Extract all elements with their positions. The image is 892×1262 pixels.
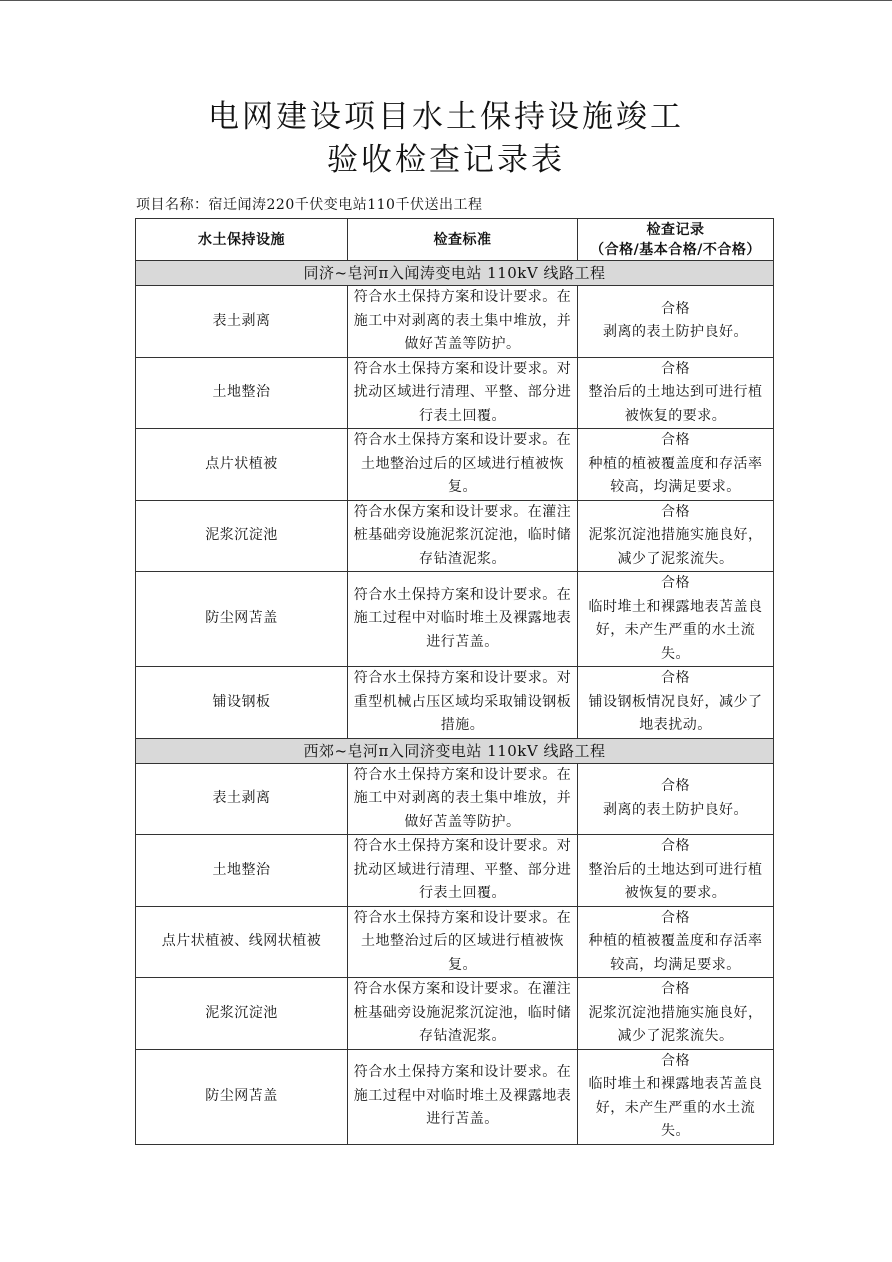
record-cell: 合格 剥离的表土防护良好。 bbox=[578, 286, 774, 358]
project-name: 项目名称：宿迁闻涛220千伏变电站110千伏送出工程 bbox=[136, 197, 483, 213]
facility-cell: 点片状植被、线网状植被 bbox=[136, 906, 348, 978]
table-row bbox=[136, 763, 774, 835]
record-cell: 合格 剥离的表土防护良好。 bbox=[578, 763, 774, 835]
standard-cell: 符合水土保持方案和设计要求。在施工过程中对临时堆土及裸露地表进行苫盖。 bbox=[348, 572, 578, 667]
section-title: 西郊~皂河π入同济变电站 110kV 线路工程 bbox=[136, 738, 774, 763]
record-cell: 合格 临时堆土和裸露地表苫盖良好，未产生严重的水土流失。 bbox=[578, 1049, 774, 1144]
facility-cell: 防尘网苫盖 bbox=[136, 572, 348, 667]
inspection-table bbox=[135, 218, 774, 1145]
standard-cell: 符合水土保持方案和设计要求。在施工过程中对临时堆土及裸露地表进行苫盖。 bbox=[348, 1049, 578, 1144]
record-cell: 合格 整治后的土地达到可进行植被恢复的要求。 bbox=[578, 357, 774, 429]
table-row bbox=[136, 1049, 774, 1144]
page-top-border bbox=[0, 0, 892, 1]
document-title-line2: 验收检查记录表 bbox=[327, 142, 565, 178]
facility-cell: 土地整治 bbox=[136, 357, 348, 429]
facility-cell: 防尘网苫盖 bbox=[136, 1049, 348, 1144]
record-cell: 合格 临时堆土和裸露地表苫盖良好，未产生严重的水土流失。 bbox=[578, 572, 774, 667]
table-row bbox=[136, 978, 774, 1050]
record-cell: 合格 铺设钢板情况良好，减少了地表扰动。 bbox=[578, 667, 774, 739]
standard-cell: 符合水土保持方案和设计要求。对扰动区域进行清理、平整、部分进行表土回覆。 bbox=[348, 835, 578, 907]
record-cell: 合格 种植的植被覆盖度和存活率较高，均满足要求。 bbox=[578, 906, 774, 978]
standard-cell: 符合水土保持方案和设计要求。在施工中对剥离的表土集中堆放，并做好苫盖等防护。 bbox=[348, 763, 578, 835]
standard-cell: 符合水土保持方案和设计要求。对重型机械占压区域均采取铺设钢板措施。 bbox=[348, 667, 578, 739]
document-title-line1: 电网建设项目水土保持设施竣工 bbox=[208, 99, 684, 135]
standard-cell: 符合水土保持方案和设计要求。对扰动区域进行清理、平整、部分进行表土回覆。 bbox=[348, 357, 578, 429]
facility-cell: 土地整治 bbox=[136, 835, 348, 907]
header-record-title: 检查记录 bbox=[646, 221, 705, 238]
standard-cell: 符合水保方案和设计要求。在灌注桩基础旁设施泥浆沉淀池，临时储存钻渣泥浆。 bbox=[348, 978, 578, 1050]
table-row bbox=[136, 286, 774, 358]
header-facility: 水土保持设施 bbox=[136, 219, 348, 261]
header-standard: 检查标准 bbox=[348, 219, 578, 261]
table-row bbox=[136, 429, 774, 501]
table-row bbox=[136, 835, 774, 907]
table-row bbox=[136, 357, 774, 429]
facility-cell: 表土剥离 bbox=[136, 763, 348, 835]
facility-cell: 表土剥离 bbox=[136, 286, 348, 358]
standard-cell: 符合水保方案和设计要求。在灌注桩基础旁设施泥浆沉淀池，临时储存钻渣泥浆。 bbox=[348, 500, 578, 572]
section-row bbox=[136, 738, 774, 763]
facility-cell: 泥浆沉淀池 bbox=[136, 978, 348, 1050]
table-row bbox=[136, 500, 774, 572]
header-record-options: （合格/基本合格/不合格） bbox=[590, 241, 761, 258]
header-record bbox=[578, 219, 774, 261]
section-title: 同济~皂河π入闻涛变电站 110kV 线路工程 bbox=[136, 261, 774, 286]
facility-cell: 泥浆沉淀池 bbox=[136, 500, 348, 572]
standard-cell: 符合水土保持方案和设计要求。在施工中对剥离的表土集中堆放，并做好苫盖等防护。 bbox=[348, 286, 578, 358]
facility-cell: 点片状植被 bbox=[136, 429, 348, 501]
record-cell: 合格 泥浆沉淀池措施实施良好，减少了泥浆流失。 bbox=[578, 978, 774, 1050]
table-row bbox=[136, 667, 774, 739]
standard-cell: 符合水土保持方案和设计要求。在土地整治过后的区域进行植被恢复。 bbox=[348, 906, 578, 978]
section-row bbox=[136, 261, 774, 286]
record-cell: 合格 整治后的土地达到可进行植被恢复的要求。 bbox=[578, 835, 774, 907]
table-row bbox=[136, 572, 774, 667]
table-header-row bbox=[136, 219, 774, 261]
table-row bbox=[136, 906, 774, 978]
facility-cell: 铺设钢板 bbox=[136, 667, 348, 739]
record-cell: 合格 种植的植被覆盖度和存活率较高，均满足要求。 bbox=[578, 429, 774, 501]
record-cell: 合格 泥浆沉淀池措施实施良好，减少了泥浆流失。 bbox=[578, 500, 774, 572]
standard-cell: 符合水土保持方案和设计要求。在土地整治过后的区域进行植被恢复。 bbox=[348, 429, 578, 501]
